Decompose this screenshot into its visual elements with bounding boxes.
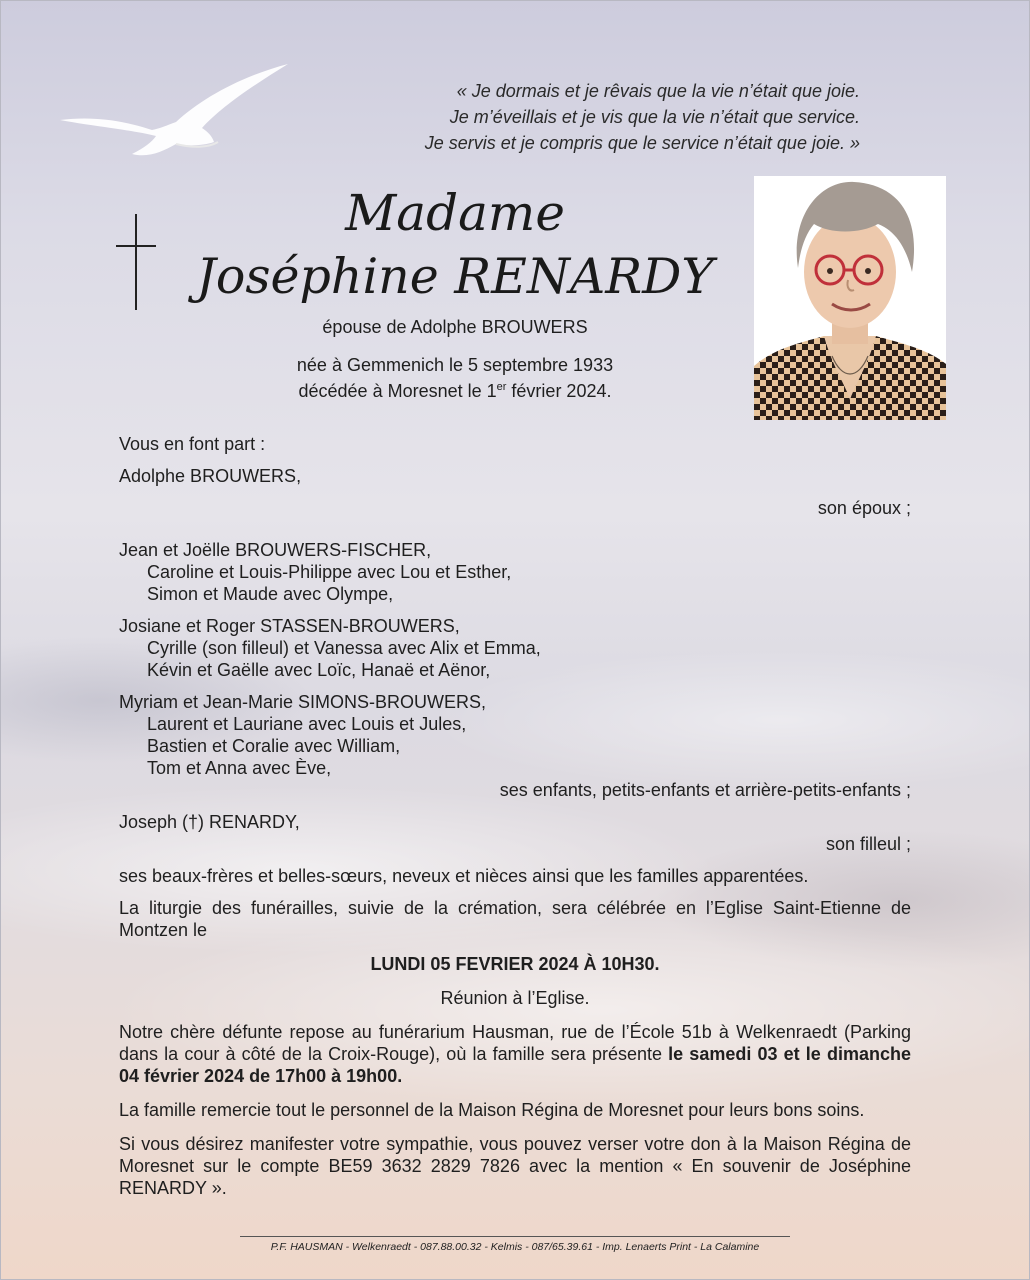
deceased-name: Joséphine RENARDY [196, 248, 714, 305]
family-group [119, 615, 911, 681]
family-member: Bastien et Coralie avec William, [147, 736, 401, 756]
family-member: Kévin et Gaëlle avec Loïc, Hanaë et Aënor, [147, 660, 491, 680]
death-line: décédée à Moresnet le 1er février 2024. [298, 381, 612, 401]
life-dates [230, 352, 680, 404]
viewing-text: Notre chère défunte repose au funérarium Hausman, rue de l’École 51b à Welkenraedt (Parking dans la cour à côté de la Croix-Rouge), où la famille sera présente le samedi 03 et le dimanche 04 février 2024 de 17h00 à 19h00. [119, 1022, 911, 1086]
announcement-body [119, 433, 911, 1199]
quote-line: Je servis et je compris que le service n’était que joie. » [424, 133, 860, 153]
footer-divider [240, 1236, 790, 1237]
spouse-line: épouse de Adolphe BROUWERS [322, 317, 588, 337]
godson-name: Joseph (†) RENARDY, [119, 812, 300, 832]
family-group [119, 691, 911, 779]
family-group [119, 539, 911, 605]
quote-line: « Je dormais et je rêvais que la vie n’était que joie. [456, 81, 860, 101]
cross-icon [112, 212, 160, 312]
birth-line: née à Gemmenich le 5 septembre 1933 [296, 355, 614, 375]
family-head: Myriam et Jean-Marie SIMONS-BROUWERS, [119, 692, 487, 712]
epitaph-quote [250, 78, 860, 156]
family-head: Josiane et Roger STASSEN-BROUWERS, [119, 616, 460, 636]
extended-family: ses beaux-frères et belles-sœurs, neveux et nièces ainsi que les familles apparentées. [119, 866, 809, 886]
viewing-dates: le samedi 03 et le dimanche 04 février 2024 de 17h00 à 19h00. [119, 1044, 911, 1086]
family-member: Caroline et Louis-Philippe avec Lou et Esther, [147, 562, 512, 582]
donation-text: Si vous désirez manifester votre sympathie, vous pouvez verser votre don à la Maison Régina de Moresnet sur le compte BE59 3632 2829 7826 avec la mention « En souvenir de Joséphine RENARDY ». [119, 1134, 911, 1198]
meeting-place: Réunion à l’Eglise. [440, 988, 590, 1008]
family-member: Cyrille (son filleul) et Vanessa avec Alix et Emma, [147, 638, 541, 658]
thanks-text: La famille remercie tout le personnel de la Maison Régina de Moresnet pour leurs bons soins. [119, 1100, 865, 1120]
husband-name: Adolphe BROUWERS, [119, 466, 302, 486]
intro-line: Vous en font part : [119, 434, 266, 454]
family-head: Jean et Joëlle BROUWERS-FISCHER, [119, 540, 432, 560]
footer-credits: P.F. HAUSMAN - Welkenraedt - 087.88.00.32 - Kelmis - 087/65.39.61 - Imp. Lenaerts Print - La Calamine [270, 1241, 760, 1253]
godson-relation: son filleul ; [825, 834, 911, 854]
family-member: Tom et Anna avec Ève, [147, 758, 332, 778]
family-member: Laurent et Lauriane avec Louis et Jules, [147, 714, 467, 734]
husband-relation: son époux ; [817, 498, 911, 518]
family-member: Simon et Maude avec Olympe, [147, 584, 394, 604]
title-honorific: Madame [345, 184, 565, 242]
service-date: LUNDI 05 FEVRIER 2024 À 10H30. [370, 954, 660, 974]
portrait-photo [754, 176, 946, 420]
quote-line: Je m’éveillais et je vis que la vie n’était que service. [449, 107, 860, 127]
liturgy-text: La liturgie des funérailles, suivie de la crémation, sera célébrée en l’Eglise Saint-Etienne de Montzen le [119, 898, 911, 940]
children-relation: ses enfants, petits-enfants et arrière-petits-enfants ; [499, 780, 911, 800]
